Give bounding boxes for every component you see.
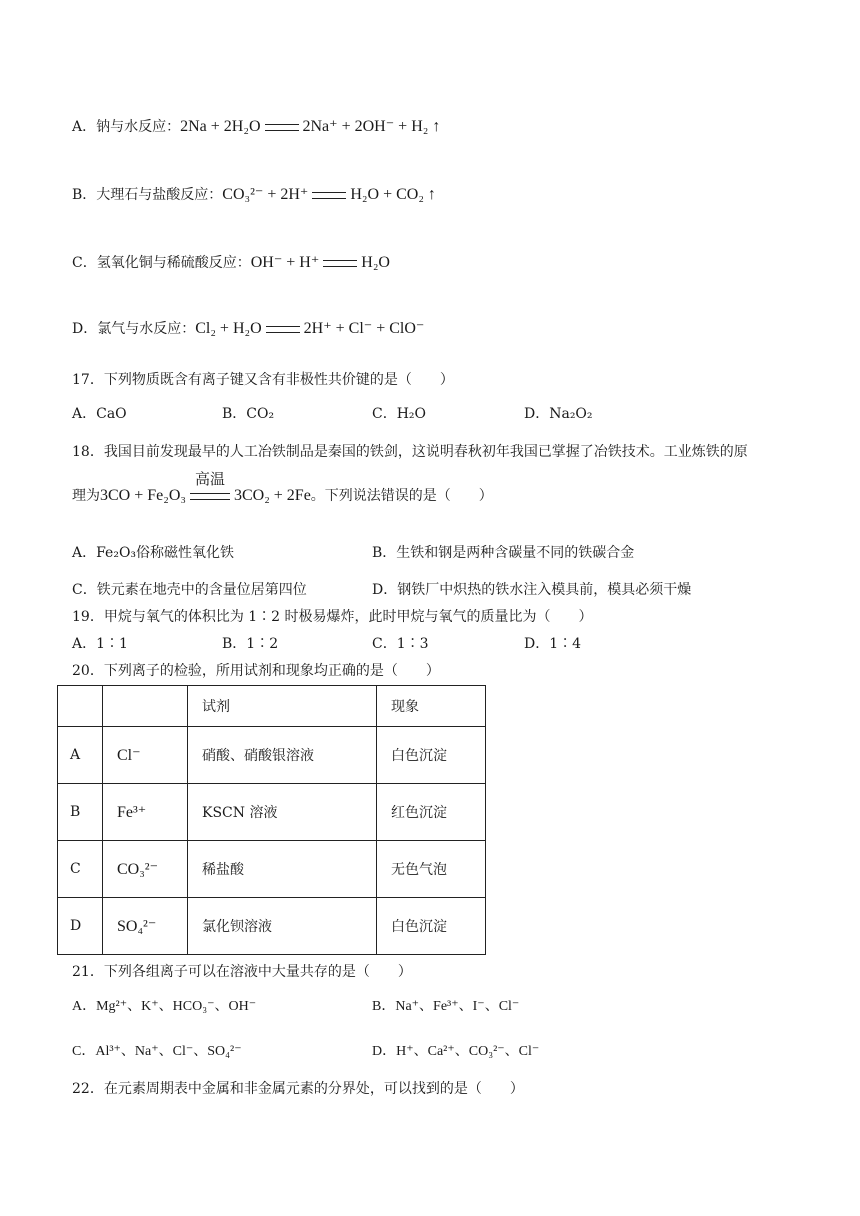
q19-option-c: C．1∶3 [372, 636, 429, 652]
reagent-cell: 稀盐酸 [188, 841, 377, 898]
condition-label: 高温 [194, 469, 225, 488]
eq-right: H₂O + CO₂ ↑ [350, 186, 436, 203]
q21-option-a: A．Mg²⁺、K⁺、HCO₃⁻、OH⁻ [72, 999, 257, 1014]
eq-left: 3CO + Fe₂O₃ [100, 487, 186, 504]
equals-sign [323, 260, 357, 267]
q17-option-b: B．CO₂ [222, 406, 275, 422]
q18-option-d: D．钢铁厂中炽热的铁水注入模具前，模具必须干燥 [372, 582, 692, 598]
eq-right: 3CO₂ + 2Fe [233, 487, 311, 504]
q21-option-c: C．Al³⁺、Na⁺、Cl⁻、SO₄²⁻ [72, 1044, 242, 1059]
header-cell-phenomenon: 现象 [377, 686, 486, 727]
option-label: C．氢氧化铜与稀硫酸反应： [72, 255, 251, 271]
q19-option-d: D．1∶4 [524, 636, 582, 652]
q18-option-a: A．Fe₂O₃俗称磁性氧化铁 [72, 545, 235, 561]
ion-cell: Fe³⁺ [103, 784, 188, 841]
eq-right: H₂O [361, 254, 390, 271]
q21-stem: 21．下列各组离子可以在溶液中大量共存的是（ ） [72, 964, 412, 980]
q21-option-d: D．H⁺、Ca²⁺、CO₃²⁻、Cl⁻ [372, 1044, 540, 1059]
q21-option-b: B．Na⁺、Fe³⁺、I⁻、Cl⁻ [372, 999, 520, 1014]
phenomenon-cell: 白色沉淀 [377, 898, 486, 955]
q19-option-a: A．1∶1 [72, 636, 128, 652]
q18-option-b: B．生铁和钢是两种含碳量不同的铁碳合金 [372, 545, 635, 561]
q20-stem: 20．下列离子的检验，所用试剂和现象均正确的是（ ） [72, 663, 440, 679]
eq-left: OH⁻ + H⁺ [250, 254, 320, 271]
table-row [58, 727, 486, 784]
q16-option-c [72, 254, 390, 272]
row-label: C [58, 841, 103, 898]
option-label: D．氯气与水反应： [72, 321, 196, 337]
equals-sign [265, 124, 299, 131]
q18-stem-line1: 18．我国目前发现最早的人工冶铁制品是秦国的铁剑，这说明春秋初年我国已掌握了冶铁技术。工业炼铁的原 [72, 444, 748, 460]
equals-sign [312, 192, 346, 199]
header-cell [58, 686, 103, 727]
phenomenon-cell: 白色沉淀 [377, 727, 486, 784]
q18-stem-line2 [72, 469, 493, 505]
stem-prefix: 理为 [72, 488, 100, 504]
row-label: A [58, 727, 103, 784]
q17-option-c: C．H₂O [372, 406, 427, 422]
option-label: B．大理石与盐酸反应： [72, 187, 223, 203]
ion-cell: Cl⁻ [103, 727, 188, 784]
reagent-cell: 氯化钡溶液 [188, 898, 377, 955]
q16-option-b [72, 186, 436, 204]
q16-option-d [72, 320, 424, 338]
ion-cell: CO₃²⁻ [103, 841, 188, 898]
q20-table [57, 685, 486, 955]
option-label: A．钠与水反应： [72, 119, 181, 135]
q16-option-a [72, 118, 440, 136]
reagent-cell: 硝酸、硝酸银溶液 [188, 727, 377, 784]
eq-left: CO₃²⁻ + 2H⁺ [222, 186, 309, 203]
q19-stem: 19．甲烷与氧气的体积比为 1∶2 时极易爆炸，此时甲烷与氧气的质量比为（ ） [72, 609, 593, 625]
q17-stem: 17．下列物质既含有离子键又含有非极性共价键的是（ ） [72, 372, 454, 388]
reagent-cell: KSCN 溶液 [188, 784, 377, 841]
eq-left: Cl₂ + H₂O [195, 320, 262, 337]
table-row [58, 784, 486, 841]
table-row [58, 841, 486, 898]
q22-stem: 22．在元素周期表中金属和非金属元素的分界处，可以找到的是（ ） [72, 1081, 524, 1097]
phenomenon-cell: 红色沉淀 [377, 784, 486, 841]
ion-cell: SO₄²⁻ [103, 898, 188, 955]
eq-left: 2Na + 2H₂O [180, 118, 261, 135]
q19-option-b: B．1∶2 [222, 636, 279, 652]
row-label: D [58, 898, 103, 955]
phenomenon-cell: 无色气泡 [377, 841, 486, 898]
eq-right: 2Na⁺ + 2OH⁻ + H₂ ↑ [302, 118, 441, 135]
q17-option-a: A．CaO [72, 406, 127, 422]
q18-option-c: C．铁元素在地壳中的含量位居第四位 [72, 582, 307, 598]
table-header-row [58, 686, 486, 727]
header-cell [103, 686, 188, 727]
reaction-condition [190, 469, 230, 500]
table-row [58, 898, 486, 955]
q17-option-d: D．Na₂O₂ [524, 406, 593, 422]
header-cell-reagent: 试剂 [188, 686, 377, 727]
equals-sign [266, 326, 300, 333]
row-label: B [58, 784, 103, 841]
stem-suffix: 。下列说法错误的是（ ） [310, 488, 493, 504]
eq-right: 2H⁺ + Cl⁻ + ClO⁻ [303, 320, 425, 337]
